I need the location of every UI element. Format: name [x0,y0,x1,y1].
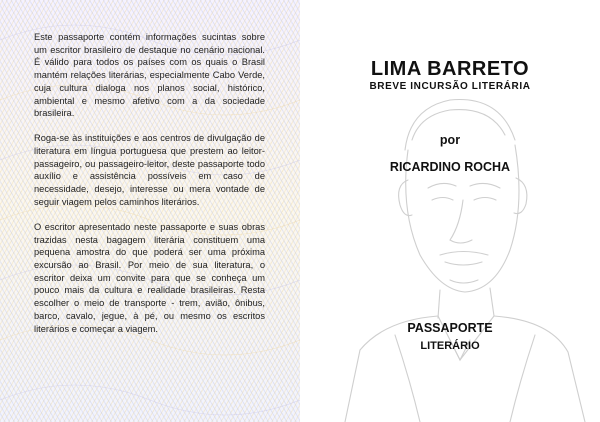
book-subtitle: BREVE INCURSÃO LITERÁRIA [369,81,531,92]
paragraph-validity: Este passaporte contém informações sucintas sobre um escritor brasileiro de destaque no cenário nacional. É válido para todos os países com os quais o Brasil mantém relações literárias, especialmente Cabo Verde, cuja cultura dialoga nos planos social, histórico, ambiental e mesmo afetivo com a da sociedade brasileira. [34,32,265,119]
book-title: LIMA BARRETO [370,58,530,80]
right-page [300,0,600,422]
passport-label-line2: LITERÁRIO [420,340,480,352]
by-label: por [439,133,461,147]
paragraph-invitation: O escritor apresentado neste passaporte e suas obras trazidas nesta bagagem literária constituem uma pequena amostra do que poderá ser uma próxima excursão ao Brasil. Por meio de sua literatura, o escritor deixa um convite para que se conheça um pouco mais da cultura e realidade brasileiras. Resta escolher o meio de transporte - trem, avião, ônibus, barco, cavalo, jegue, à pé, ou mesmo os escritos literários e começar a viagem. [34,221,265,334]
passport-label-line1: PASSAPORTE [407,321,493,335]
paragraph-request: Roga-se às instituições e aos centros de divulgação de literatura em língua portuguesa que prestem ao leitor-passageiro, ou passageiro-leitor, deste passaporte todo auxílio e assistência possíveis em caso de necessidade, desejo, interesse ou mera vontade de seguir viagem pelos caminhos literários. [34,133,265,207]
passport-text [34,31,265,348]
author-name: RICARDINO ROCHA [389,160,511,174]
